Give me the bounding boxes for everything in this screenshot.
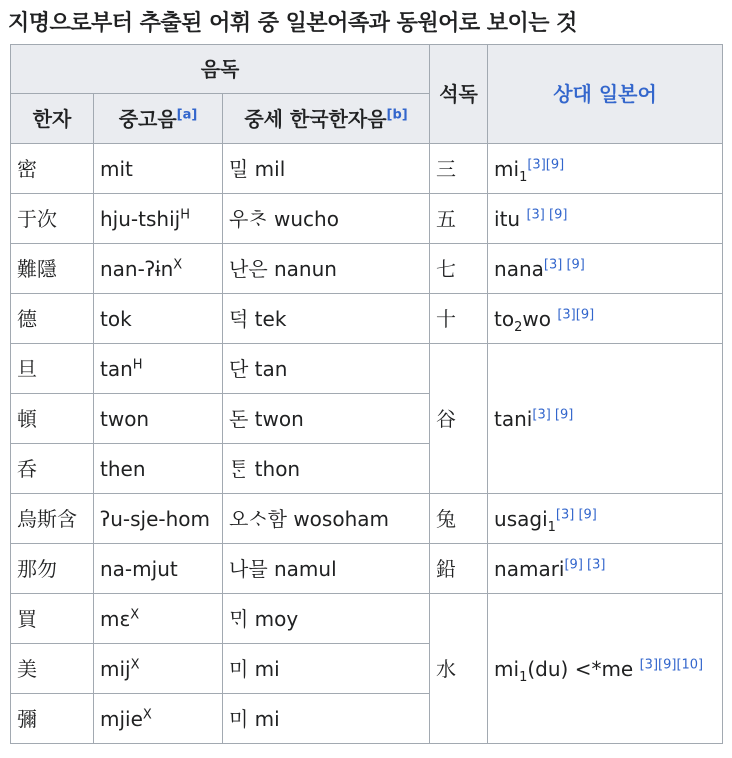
cell-seokdok: 谷: [430, 344, 488, 494]
citation-link[interactable]: [9] [3]: [564, 556, 606, 572]
note-a-link[interactable]: [a]: [176, 106, 198, 122]
cell-old-japanese: [488, 294, 723, 344]
cell-middle-korean: 미 mi: [223, 694, 430, 744]
mc-text: na-mjut: [100, 556, 178, 581]
cell-middle-chinese: [94, 544, 223, 594]
cell-hanja: 買: [11, 594, 94, 644]
cognate-table: [10, 44, 723, 744]
tone-mark: X: [130, 656, 140, 672]
cell-middle-chinese: [94, 144, 223, 194]
cell-middle-chinese: [94, 644, 223, 694]
cell-middle-korean: 밀 mil: [223, 144, 430, 194]
citation-link[interactable]: [3] [9]: [543, 256, 585, 272]
header-sangdae-link[interactable]: 상대 일본어: [488, 45, 723, 144]
cell-hanja: 彌: [11, 694, 94, 744]
cell-old-japanese: [488, 144, 723, 194]
header-hanja: 한자: [11, 94, 94, 144]
mc-text: nan-ʔɨn: [100, 256, 174, 281]
cell-middle-chinese: [94, 694, 223, 744]
cell-hanja: 呑: [11, 444, 94, 494]
cell-middle-chinese: [94, 294, 223, 344]
mc-text: mij: [100, 656, 131, 681]
oj-subscript: 1: [519, 669, 528, 685]
cell-hanja: 旦: [11, 344, 94, 394]
oj-text: mi: [494, 656, 520, 681]
mc-text: tok: [100, 306, 132, 331]
oj-text: tani: [494, 406, 533, 431]
cell-hanja: 美: [11, 644, 94, 694]
header-seokdok: 석독: [430, 45, 488, 144]
table-row: [11, 144, 723, 194]
mc-text: mit: [100, 156, 133, 181]
table-row: [11, 244, 723, 294]
cell-middle-chinese: [94, 594, 223, 644]
header-jungse: [223, 94, 430, 144]
cell-middle-chinese: [94, 344, 223, 394]
cell-middle-chinese: [94, 244, 223, 294]
cell-hanja: 于次: [11, 194, 94, 244]
oj-text: namari: [494, 556, 565, 581]
table-row: [11, 544, 723, 594]
cell-hanja: 烏斯含: [11, 494, 94, 544]
mc-text: then: [100, 456, 146, 481]
oj-text: nana: [494, 256, 544, 281]
cell-hanja: 德: [11, 294, 94, 344]
cell-seokdok: 鉛: [430, 544, 488, 594]
cell-middle-korean: ᄐᆞᆫ thon: [223, 444, 430, 494]
citation-link[interactable]: [3] [9]: [555, 506, 597, 522]
cell-old-japanese: [488, 494, 723, 544]
cell-middle-chinese: [94, 494, 223, 544]
mc-text: hju-tshij: [100, 206, 181, 231]
tone-mark: X: [130, 606, 140, 622]
cell-old-japanese: [488, 594, 723, 744]
table-caption: 지명으로부터 추출된 어휘 중 일본어족과 동원어로 보이는 것: [8, 11, 577, 36]
cell-seokdok: 兔: [430, 494, 488, 544]
cell-old-japanese: [488, 194, 723, 244]
header-junggoeum: [94, 94, 223, 144]
mc-text: mjie: [100, 706, 143, 731]
cell-middle-korean: 우ᄎᆞ wucho: [223, 194, 430, 244]
citation-link[interactable]: [3][9][10]: [639, 656, 704, 672]
cell-old-japanese: [488, 544, 723, 594]
citation-link[interactable]: [3][9]: [527, 156, 565, 172]
cell-middle-korean: 돈 twon: [223, 394, 430, 444]
header-eumdok: 음독: [11, 45, 430, 94]
cell-middle-chinese: [94, 444, 223, 494]
mc-text: tan: [100, 356, 133, 381]
tone-mark: X: [142, 706, 152, 722]
cell-middle-korean: 오ᄉᆞ함 wosoham: [223, 494, 430, 544]
cell-middle-korean: 단 tan: [223, 344, 430, 394]
cell-hanja: 難隱: [11, 244, 94, 294]
oj-subscript: 2: [514, 319, 523, 335]
tone-mark: H: [132, 356, 143, 372]
cell-hanja: 頓: [11, 394, 94, 444]
cell-middle-chinese: [94, 194, 223, 244]
table-row: [11, 594, 723, 644]
note-b-link[interactable]: [b]: [386, 106, 408, 122]
cell-seokdok: 七: [430, 244, 488, 294]
citation-link[interactable]: [3][9]: [557, 306, 595, 322]
cell-old-japanese: [488, 344, 723, 494]
citation-link[interactable]: [3] [9]: [532, 406, 574, 422]
cell-seokdok: 水: [430, 594, 488, 744]
mc-text: mɛ: [100, 606, 131, 631]
mc-text: twon: [100, 406, 150, 431]
citation-link[interactable]: [3] [9]: [526, 206, 568, 222]
cell-middle-chinese: [94, 394, 223, 444]
oj-text: mi: [494, 156, 520, 181]
oj-text: itu: [494, 206, 521, 231]
oj-text: to: [494, 306, 515, 331]
cell-old-japanese: [488, 244, 723, 294]
cell-middle-korean: 나믈 namul: [223, 544, 430, 594]
oj-subscript: 1: [547, 519, 556, 535]
oj-rest: (du) <*me: [527, 656, 640, 681]
cell-seokdok: 五: [430, 194, 488, 244]
table-row: [11, 494, 723, 544]
oj-text: usagi: [494, 506, 548, 531]
header-jungse-label: 중세 한국한자음: [244, 106, 387, 131]
table-row: [11, 194, 723, 244]
tone-mark: H: [180, 206, 190, 222]
cell-middle-korean: 덕 tek: [223, 294, 430, 344]
tone-mark: X: [173, 256, 183, 272]
cell-seokdok: 十: [430, 294, 488, 344]
cell-middle-korean: 난은 nanun: [223, 244, 430, 294]
oj-subscript: 1: [519, 169, 528, 185]
table-row: [11, 294, 723, 344]
cell-hanja: 那勿: [11, 544, 94, 594]
cell-hanja: 密: [11, 144, 94, 194]
mc-text: ʔu-sje-hom: [100, 506, 210, 531]
cell-middle-korean: 미 mi: [223, 644, 430, 694]
oj-rest: wo: [522, 306, 558, 331]
table-row: [11, 344, 723, 394]
cell-middle-korean: ᄆᆡ moy: [223, 594, 430, 644]
header-junggoeum-label: 중고음: [118, 106, 177, 131]
cell-seokdok: 三: [430, 144, 488, 194]
